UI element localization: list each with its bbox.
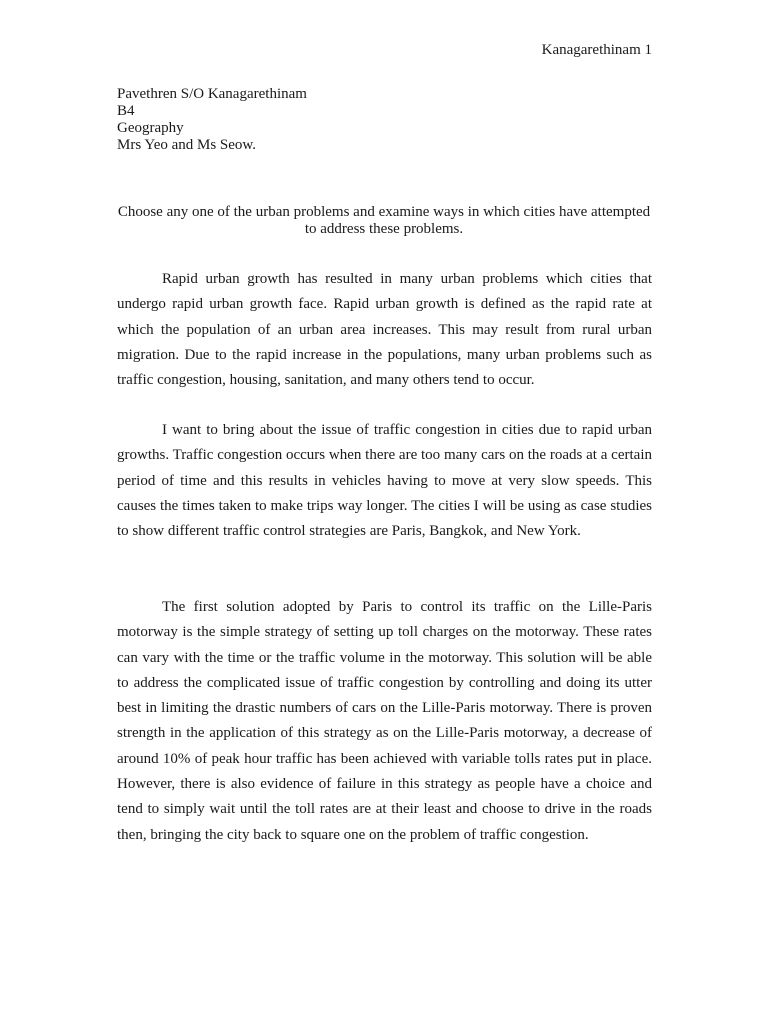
class-label: B4	[117, 103, 135, 119]
heading-block	[117, 86, 307, 154]
teachers-label: Mrs Yeo and Ms Seow.	[117, 137, 257, 153]
body-paragraph-3: The first solution adopted by Paris to control its traffic on the Lille-Paris motorway is the simple strategy of setting up toll charges on the motorway. These rates can vary with the time or the traffic volume in the motorway. This solution will be able to address the complicated issue of traffic congestion by controlling and doing its utter best in limiting the drastic numbers of cars on the Lille-Paris motorway. There is proven strength in the application of this strategy as on the Lille-Paris motorway, a decrease of around 10% of peak hour traffic has been achieved with variable tolls rates put in place. However, there is also evidence of failure in this strategy as people have a choice and tend to simply wait until the toll rates are at their least and choose to drive in the roads then, bringing the city back to square one on the problem of traffic congestion.	[117, 599, 652, 843]
body-paragraph-1: Rapid urban growth has resulted in many urban problems which cities that undergo rapid urban growth face. Rapid urban growth is defined as the rapid rate at which the population of an urban area increases. This may result from rural urban migration. Due to the rapid increase in the populations, many urban problems such as traffic congestion, housing, sanitation, and many others tend to occur.	[117, 271, 652, 389]
student-name: Pavethren S/O Kanagarethinam	[117, 86, 307, 102]
essay-question: Choose any one of the urban problems and examine ways in which cities have attempted to address these problems.	[117, 204, 651, 237]
page-header: Kanagarethinam 1	[541, 42, 652, 58]
subject-label: Geography	[117, 120, 184, 136]
body-paragraph-2: I want to bring about the issue of traffic congestion in cities due to rapid urban growths. Traffic congestion occurs when there are too many cars on the roads at a certain period of time and this results in vehicles having to move at very slow speeds. This causes the times taken to make trips way longer. The cities I will be using as case studies to show different traffic control strategies are Paris, Bangkok, and New York.	[117, 422, 652, 540]
